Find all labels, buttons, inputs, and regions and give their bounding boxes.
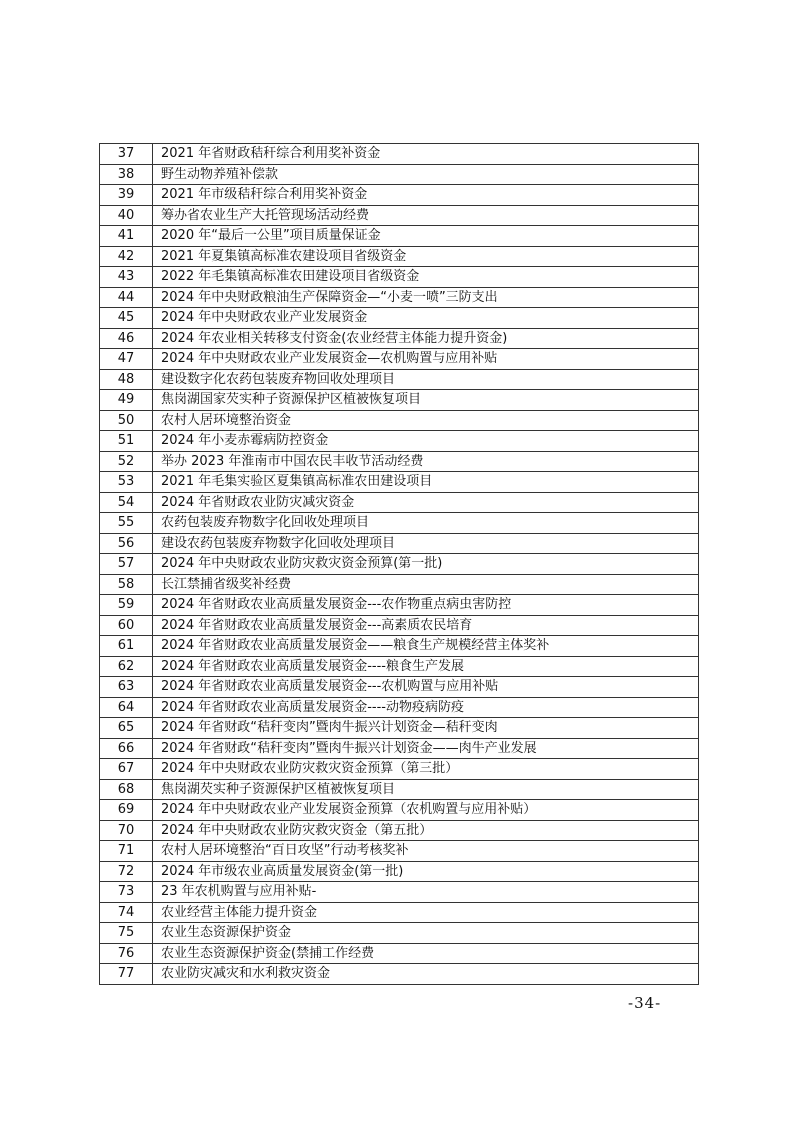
row-number-cell: 72	[100, 861, 153, 882]
fund-name-cell: 举办 2023 年淮南市中国农民丰收节活动经费	[153, 451, 699, 472]
fund-name-cell: 筹办省农业生产大托管现场活动经费	[153, 205, 699, 226]
fund-name-cell: 2021 年省财政秸秆综合利用奖补资金	[153, 144, 699, 165]
fund-name-cell: 农业经营主体能力提升资金	[153, 902, 699, 923]
table-row	[100, 677, 699, 698]
fund-name-cell: 焦岗湖芡实种子资源保护区植被恢复项目	[153, 779, 699, 800]
row-number-cell: 52	[100, 451, 153, 472]
table-row	[100, 738, 699, 759]
row-number-cell: 51	[100, 431, 153, 452]
row-number-cell: 42	[100, 246, 153, 267]
fund-name-cell: 2021 年市级秸秆综合利用奖补资金	[153, 185, 699, 206]
row-number-cell: 59	[100, 595, 153, 616]
fund-name-cell: 2024 年省财政农业高质量发展资金---农作物重点病虫害防控	[153, 595, 699, 616]
fund-name-cell: 农村人居环境整治“百日攻坚”行动考核奖补	[153, 841, 699, 862]
fund-name-cell: 农村人居环境整治资金	[153, 410, 699, 431]
table-row	[100, 554, 699, 575]
table-row	[100, 923, 699, 944]
fund-name-cell: 2024 年省财政农业防灾减灾资金	[153, 492, 699, 513]
row-number-cell: 43	[100, 267, 153, 288]
table-row	[100, 410, 699, 431]
table-row	[100, 718, 699, 739]
row-number-cell: 41	[100, 226, 153, 247]
row-number-cell: 48	[100, 369, 153, 390]
row-number-cell: 76	[100, 943, 153, 964]
row-number-cell: 39	[100, 185, 153, 206]
row-number-cell: 50	[100, 410, 153, 431]
table-row	[100, 308, 699, 329]
table-row	[100, 943, 699, 964]
fund-name-cell: 农业防灾减灾和水利救灾资金	[153, 964, 699, 985]
fund-name-cell: 2024 年省财政“秸秆变肉”暨肉牛振兴计划资金—秸秆变肉	[153, 718, 699, 739]
row-number-cell: 69	[100, 800, 153, 821]
table-row	[100, 595, 699, 616]
fund-name-cell: 2024 年省财政农业高质量发展资金---高素质农民培育	[153, 615, 699, 636]
fund-name-cell: 2020 年“最后一公里”项目质量保证金	[153, 226, 699, 247]
table-row	[100, 451, 699, 472]
row-number-cell: 70	[100, 820, 153, 841]
row-number-cell: 38	[100, 164, 153, 185]
table-row	[100, 697, 699, 718]
table-row	[100, 841, 699, 862]
row-number-cell: 56	[100, 533, 153, 554]
row-number-cell: 61	[100, 636, 153, 657]
table-row	[100, 226, 699, 247]
fund-name-cell: 2021 年毛集实验区夏集镇高标准农田建设项目	[153, 472, 699, 493]
fund-name-cell: 2024 年省财政农业高质量发展资金----动物疫病防疫	[153, 697, 699, 718]
table-row	[100, 369, 699, 390]
fund-name-cell: 2024 年省财政农业高质量发展资金----粮食生产发展	[153, 656, 699, 677]
table-row	[100, 882, 699, 903]
table-row	[100, 656, 699, 677]
row-number-cell: 53	[100, 472, 153, 493]
row-number-cell: 40	[100, 205, 153, 226]
row-number-cell: 77	[100, 964, 153, 985]
fund-name-cell: 焦岗湖国家芡实种子资源保护区植被恢复项目	[153, 390, 699, 411]
table-row	[100, 267, 699, 288]
table-row	[100, 779, 699, 800]
fund-name-cell: 2024 年中央财政农业产业发展资金	[153, 308, 699, 329]
table-row	[100, 636, 699, 657]
row-number-cell: 55	[100, 513, 153, 534]
fund-name-cell: 2024 年农业相关转移支付资金(农业经营主体能力提升资金)	[153, 328, 699, 349]
table-row	[100, 144, 699, 165]
fund-table	[99, 143, 699, 985]
table-row	[100, 164, 699, 185]
table-row	[100, 800, 699, 821]
row-number-cell: 66	[100, 738, 153, 759]
fund-name-cell: 2024 年中央财政农业防灾救灾资金预算（第三批）	[153, 759, 699, 780]
row-number-cell: 62	[100, 656, 153, 677]
fund-name-cell: 2021 年夏集镇高标准农建设项目省级资金	[153, 246, 699, 267]
table-row	[100, 185, 699, 206]
row-number-cell: 73	[100, 882, 153, 903]
fund-name-cell: 2024 年中央财政农业防灾救灾资金预算(第一批)	[153, 554, 699, 575]
fund-name-cell: 2024 年小麦赤霉病防控资金	[153, 431, 699, 452]
table-row	[100, 431, 699, 452]
row-number-cell: 57	[100, 554, 153, 575]
row-number-cell: 74	[100, 902, 153, 923]
row-number-cell: 71	[100, 841, 153, 862]
fund-name-cell: 2024 年省财政农业高质量发展资金——粮食生产规模经营主体奖补	[153, 636, 699, 657]
row-number-cell: 64	[100, 697, 153, 718]
table-row	[100, 472, 699, 493]
fund-name-cell: 农业生态资源保护资金(禁捕工作经费	[153, 943, 699, 964]
row-number-cell: 68	[100, 779, 153, 800]
table-row	[100, 349, 699, 370]
table-row	[100, 902, 699, 923]
table-row	[100, 205, 699, 226]
row-number-cell: 58	[100, 574, 153, 595]
row-number-cell: 46	[100, 328, 153, 349]
fund-name-cell: 2024 年中央财政农业防灾救灾资金（第五批）	[153, 820, 699, 841]
fund-name-cell: 建设农药包装废弃物数字化回收处理项目	[153, 533, 699, 554]
row-number-cell: 65	[100, 718, 153, 739]
row-number-cell: 54	[100, 492, 153, 513]
fund-name-cell: 2024 年省财政农业高质量发展资金---农机购置与应用补贴	[153, 677, 699, 698]
table-row	[100, 861, 699, 882]
fund-name-cell: 2024 年市级农业高质量发展资金(第一批)	[153, 861, 699, 882]
row-number-cell: 49	[100, 390, 153, 411]
table-row	[100, 533, 699, 554]
row-number-cell: 45	[100, 308, 153, 329]
row-number-cell: 63	[100, 677, 153, 698]
fund-name-cell: 野生动物养殖补偿款	[153, 164, 699, 185]
row-number-cell: 67	[100, 759, 153, 780]
fund-name-cell: 2022 年毛集镇高标准农田建设项目省级资金	[153, 267, 699, 288]
table-row	[100, 615, 699, 636]
table-row	[100, 513, 699, 534]
table-row	[100, 328, 699, 349]
fund-name-cell: 23 年农机购置与应用补贴-	[153, 882, 699, 903]
page-number: -34-	[628, 994, 662, 1012]
fund-name-cell: 农药包装废弃物数字化回收处理项目	[153, 513, 699, 534]
table-row	[100, 964, 699, 985]
fund-name-cell: 2024 年省财政“秸秆变肉”暨肉牛振兴计划资金——肉牛产业发展	[153, 738, 699, 759]
row-number-cell: 75	[100, 923, 153, 944]
table-row	[100, 820, 699, 841]
row-number-cell: 37	[100, 144, 153, 165]
table-row	[100, 246, 699, 267]
row-number-cell: 60	[100, 615, 153, 636]
fund-name-cell: 建设数字化农药包装废弃物回收处理项目	[153, 369, 699, 390]
table-row	[100, 574, 699, 595]
fund-name-cell: 2024 年中央财政粮油生产保障资金—“小麦一喷”三防支出	[153, 287, 699, 308]
table-row	[100, 287, 699, 308]
row-number-cell: 44	[100, 287, 153, 308]
fund-name-cell: 2024 年中央财政农业产业发展资金—农机购置与应用补贴	[153, 349, 699, 370]
fund-name-cell: 长江禁捕省级奖补经费	[153, 574, 699, 595]
fund-name-cell: 农业生态资源保护资金	[153, 923, 699, 944]
row-number-cell: 47	[100, 349, 153, 370]
table-row	[100, 492, 699, 513]
fund-name-cell: 2024 年中央财政农业产业发展资金预算（农机购置与应用补贴）	[153, 800, 699, 821]
table-body	[100, 144, 699, 985]
table-row	[100, 759, 699, 780]
table-row	[100, 390, 699, 411]
